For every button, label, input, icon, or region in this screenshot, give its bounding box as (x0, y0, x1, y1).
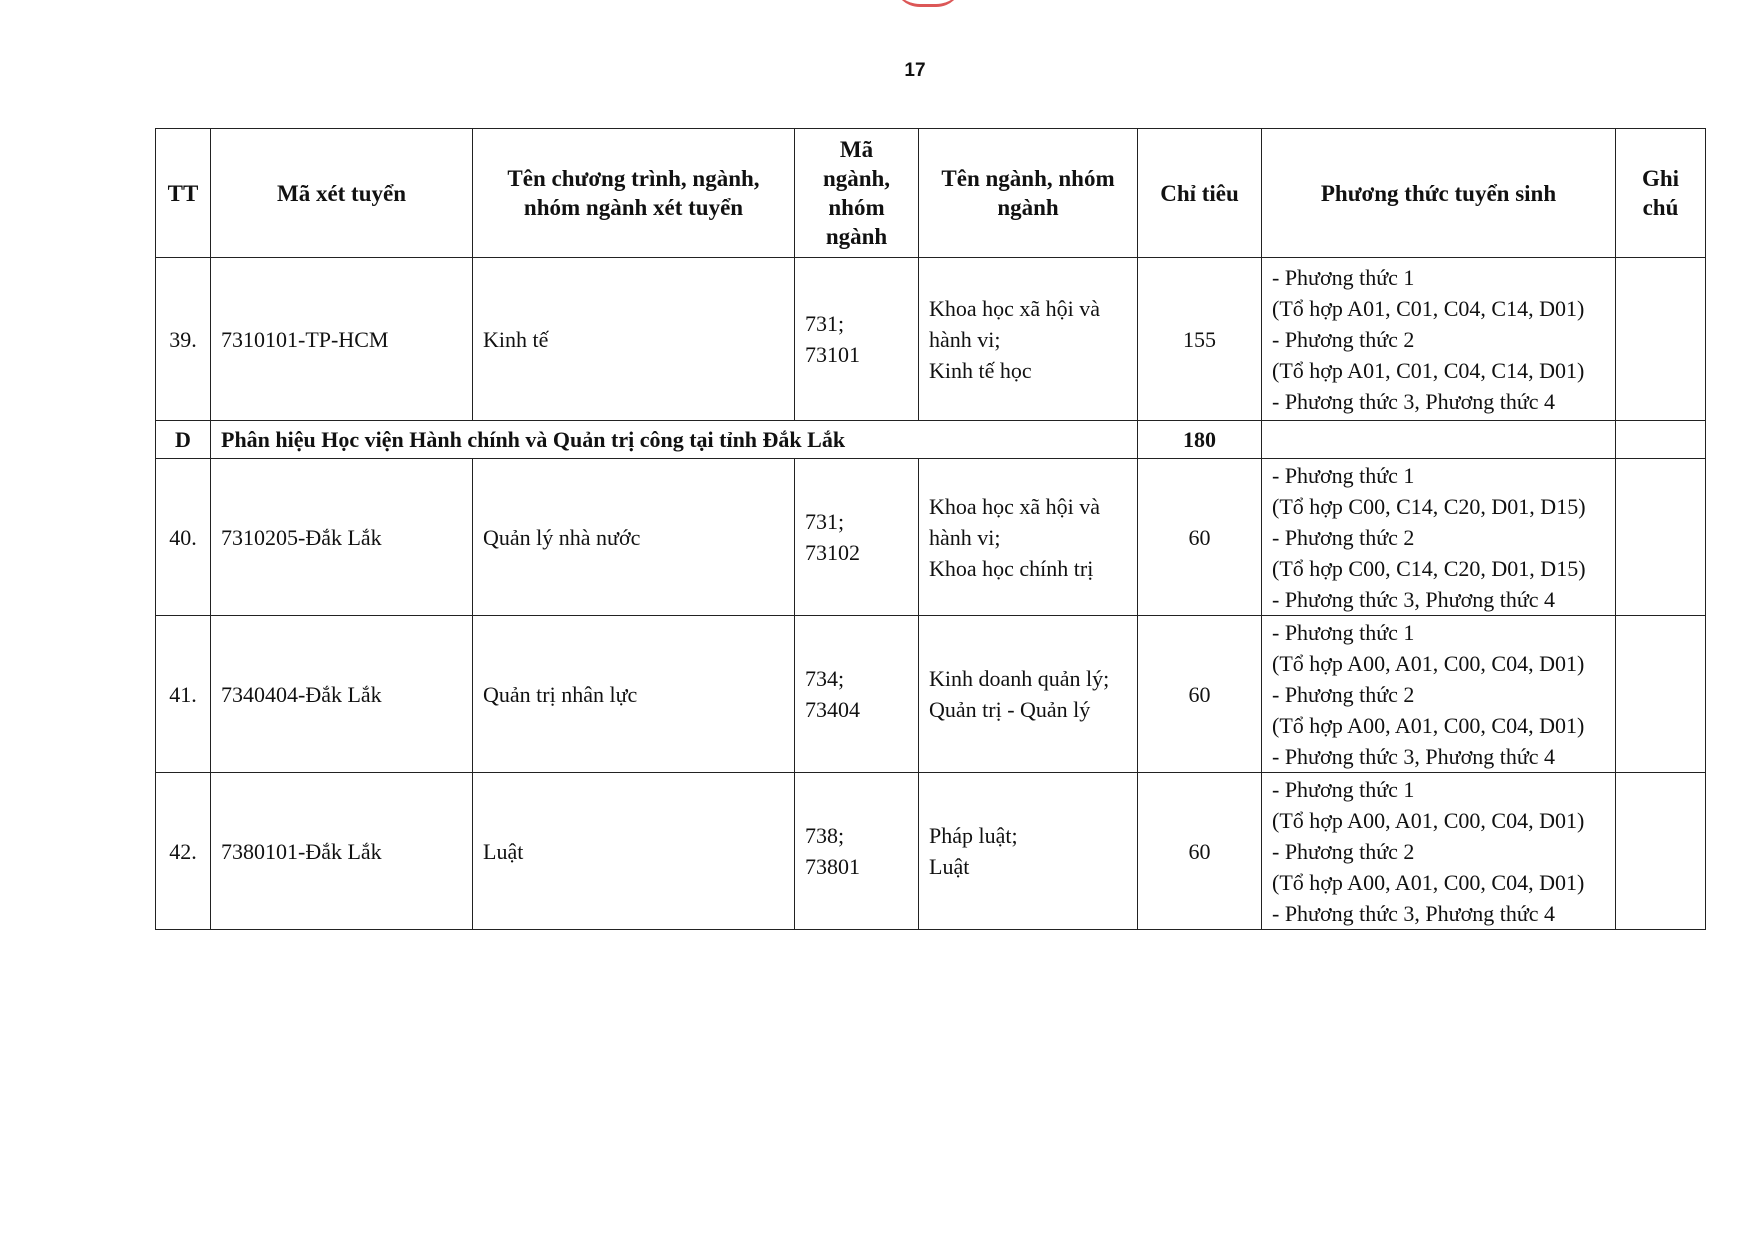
table-row (156, 258, 1706, 421)
ma-nganh-code: 73801 (805, 854, 860, 879)
phuong-thuc-line: (Tổ hợp A00, A01, C00, C04, D01) (1272, 869, 1585, 895)
row-ma-xet-tuyen: 7310101-TP-HCM (211, 258, 473, 421)
header-phuong-thuc: Phương thức tuyển sinh (1262, 129, 1616, 258)
row-ma-xet-tuyen: 7340404-Đắk Lắk (211, 616, 473, 773)
phuong-thuc-line: - Phương thức 2 (1272, 681, 1415, 707)
header-chi-tieu: Chỉ tiêu (1138, 129, 1262, 258)
row-tt: 42. (156, 773, 211, 930)
ten-nganh-group: Kinh doanh quản lý; (929, 666, 1110, 691)
ten-nganh-group: Khoa học xã hội và hành vi; (929, 493, 1101, 550)
phuong-thuc-line: - Phương thức 3, Phương thức 4 (1272, 900, 1556, 926)
phuong-thuc-line: - Phương thức 2 (1272, 838, 1415, 864)
row-ten-nganh (919, 773, 1138, 930)
ten-nganh-name: Quản trị - Quản lý (929, 697, 1091, 722)
row-phuong-thuc (1262, 459, 1616, 616)
phuong-thuc-line: - Phương thức 1 (1272, 462, 1415, 488)
row-chi-tieu: 155 (1138, 258, 1262, 421)
section-ghi-chu-empty (1616, 421, 1706, 459)
row-ma-xet-tuyen: 7380101-Đắk Lắk (211, 773, 473, 930)
row-ma-nganh (795, 459, 919, 616)
table-row (156, 616, 1706, 773)
row-ma-nganh (795, 616, 919, 773)
row-ghi-chu (1616, 459, 1706, 616)
row-ghi-chu (1616, 616, 1706, 773)
row-ten-chuong-trinh: Luật (473, 773, 795, 930)
section-title: Phân hiệu Học viện Hành chính và Quản trị công tại tỉnh Đắk Lắk (211, 421, 1138, 459)
ten-nganh-group: Pháp luật; (929, 823, 1018, 848)
section-code: D (156, 421, 211, 459)
ma-nganh-code: 73404 (805, 697, 860, 722)
phuong-thuc-line: - Phương thức 3, Phương thức 4 (1272, 586, 1556, 612)
row-ten-chuong-trinh: Quản trị nhân lực (473, 616, 795, 773)
ma-nganh-group: 731; (805, 311, 845, 336)
ma-nganh-group: 738; (805, 823, 845, 848)
header-ma-xet-tuyen: Mã xét tuyển (211, 129, 473, 258)
page-number: 17 (904, 60, 926, 81)
phuong-thuc-line: (Tổ hợp A00, A01, C00, C04, D01) (1272, 807, 1585, 833)
row-phuong-thuc (1262, 773, 1616, 930)
row-ten-nganh (919, 258, 1138, 421)
header-ma-nganh: Mã ngành, nhóm ngành (795, 129, 919, 258)
phuong-thuc-line: - Phương thức 1 (1272, 776, 1415, 802)
phuong-thuc-line: (Tổ hợp A00, A01, C00, C04, D01) (1272, 650, 1585, 676)
row-phuong-thuc (1262, 616, 1616, 773)
phuong-thuc-line: - Phương thức 2 (1272, 326, 1415, 352)
row-ten-chuong-trinh: Kinh tế (473, 258, 795, 421)
section-total: 180 (1138, 421, 1262, 459)
ma-nganh-code: 73102 (805, 540, 860, 565)
header-ten-nganh: Tên ngành, nhóm ngành (919, 129, 1138, 258)
section-phuong-thuc-empty (1262, 421, 1616, 459)
row-phuong-thuc (1262, 258, 1616, 421)
phuong-thuc-line: (Tổ hợp A01, C01, C04, C14, D01) (1272, 357, 1585, 383)
phuong-thuc-line: - Phương thức 3, Phương thức 4 (1272, 743, 1556, 769)
phuong-thuc-line: - Phương thức 1 (1272, 264, 1415, 290)
row-ma-nganh (795, 258, 919, 421)
row-ghi-chu (1616, 258, 1706, 421)
row-ma-nganh (795, 773, 919, 930)
ten-nganh-name: Kinh tế học (929, 357, 1032, 383)
row-tt: 41. (156, 616, 211, 773)
row-ten-nganh (919, 459, 1138, 616)
phuong-thuc-line: (Tổ hợp C00, C14, C20, D01, D15) (1272, 555, 1586, 581)
red-stamp-edge (893, 0, 963, 7)
row-chi-tieu: 60 (1138, 459, 1262, 616)
phuong-thuc-line: - Phương thức 1 (1272, 619, 1415, 645)
table-header-row (156, 129, 1706, 258)
row-ten-nganh (919, 616, 1138, 773)
row-ten-chuong-trinh: Quản lý nhà nước (473, 459, 795, 616)
ten-nganh-group: Khoa học xã hội và hành vi; (929, 295, 1101, 352)
row-chi-tieu: 60 (1138, 616, 1262, 773)
phuong-thuc-line: (Tổ hợp C00, C14, C20, D01, D15) (1272, 493, 1586, 519)
row-chi-tieu: 60 (1138, 773, 1262, 930)
ma-nganh-group: 731; (805, 509, 845, 534)
ten-nganh-name: Luật (929, 854, 970, 879)
row-tt: 39. (156, 258, 211, 421)
phuong-thuc-line: - Phương thức 3, Phương thức 4 (1272, 388, 1556, 414)
row-ghi-chu (1616, 773, 1706, 930)
header-ghi-chu: Ghi chú (1616, 129, 1706, 258)
section-row (156, 421, 1706, 459)
ma-nganh-group: 734; (805, 666, 845, 691)
phuong-thuc-line: (Tổ hợp A01, C01, C04, C14, D01) (1272, 295, 1585, 321)
ten-nganh-name: Khoa học chính trị (929, 555, 1094, 581)
phuong-thuc-line: (Tổ hợp A00, A01, C00, C04, D01) (1272, 712, 1585, 738)
phuong-thuc-line: - Phương thức 2 (1272, 524, 1415, 550)
admissions-table (155, 128, 1706, 930)
table-row (156, 459, 1706, 616)
header-ten-chuong-trinh: Tên chương trình, ngành, nhóm ngành xét tuyển (473, 129, 795, 258)
row-tt: 40. (156, 459, 211, 616)
header-tt: TT (156, 129, 211, 258)
ma-nganh-code: 73101 (805, 342, 860, 367)
table-row (156, 773, 1706, 930)
row-ma-xet-tuyen: 7310205-Đắk Lắk (211, 459, 473, 616)
